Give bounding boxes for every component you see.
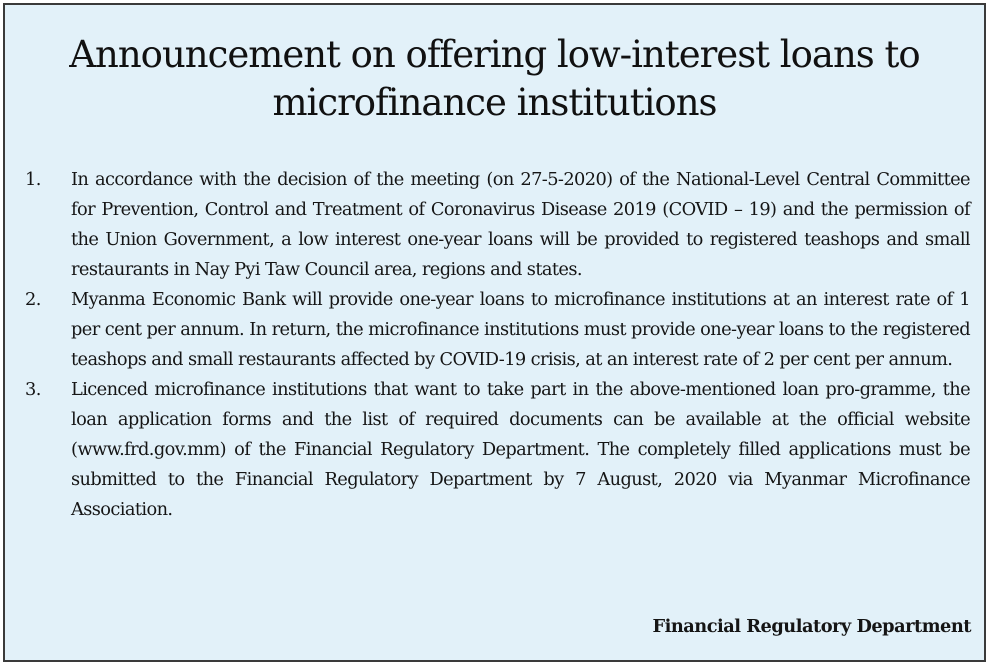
list-item-3: [5, 375, 984, 525]
item-number: 1.: [25, 169, 41, 190]
announcement-title: [5, 31, 984, 127]
title-line-2: microfinance institutions: [272, 81, 717, 124]
title-line-1: Announcement on offering low-interest loans to: [69, 33, 920, 76]
item-number: 3.: [25, 379, 41, 400]
announcement-items: [5, 165, 984, 525]
item-number: 2.: [25, 289, 41, 310]
list-item-1: [5, 165, 984, 285]
item-text: Myanma Economic Bank will provide one-year loans to microfinance institutions at an interest rate of 1 per cent per annum. In return, the microfinance institutions must provide one-year loans to the registered teashops and small restaurants affected by COVID-19 crisis, at an interest rate of 2 per cent per annum.: [71, 289, 970, 370]
item-text: Licenced microfinance institutions that want to take part in the above-mentioned loan pro-gramme, the loan application forms and the list of required documents can be available at the official website (www.frd.gov.mm) of the Financial Regulatory Department. The completely filled applications must be submitted to the Financial Regulatory Department by 7 August, 2020 via Myanmar Microfinance Association.: [71, 379, 970, 520]
announcement-box: [3, 3, 986, 662]
list-item-2: [5, 285, 984, 375]
item-text: In accordance with the decision of the meeting (on 27-5-2020) of the National-Level Central Committee for Prevention, Control and Treatment of Coronavirus Disease 2019 (COVID – 19) and the permission of the Union Government, a low interest one-year loans will be provided to registered teashops and small restaurants in Nay Pyi Taw Council area, regions and states.: [71, 169, 970, 280]
signature: Financial Regulatory Department: [652, 616, 971, 637]
